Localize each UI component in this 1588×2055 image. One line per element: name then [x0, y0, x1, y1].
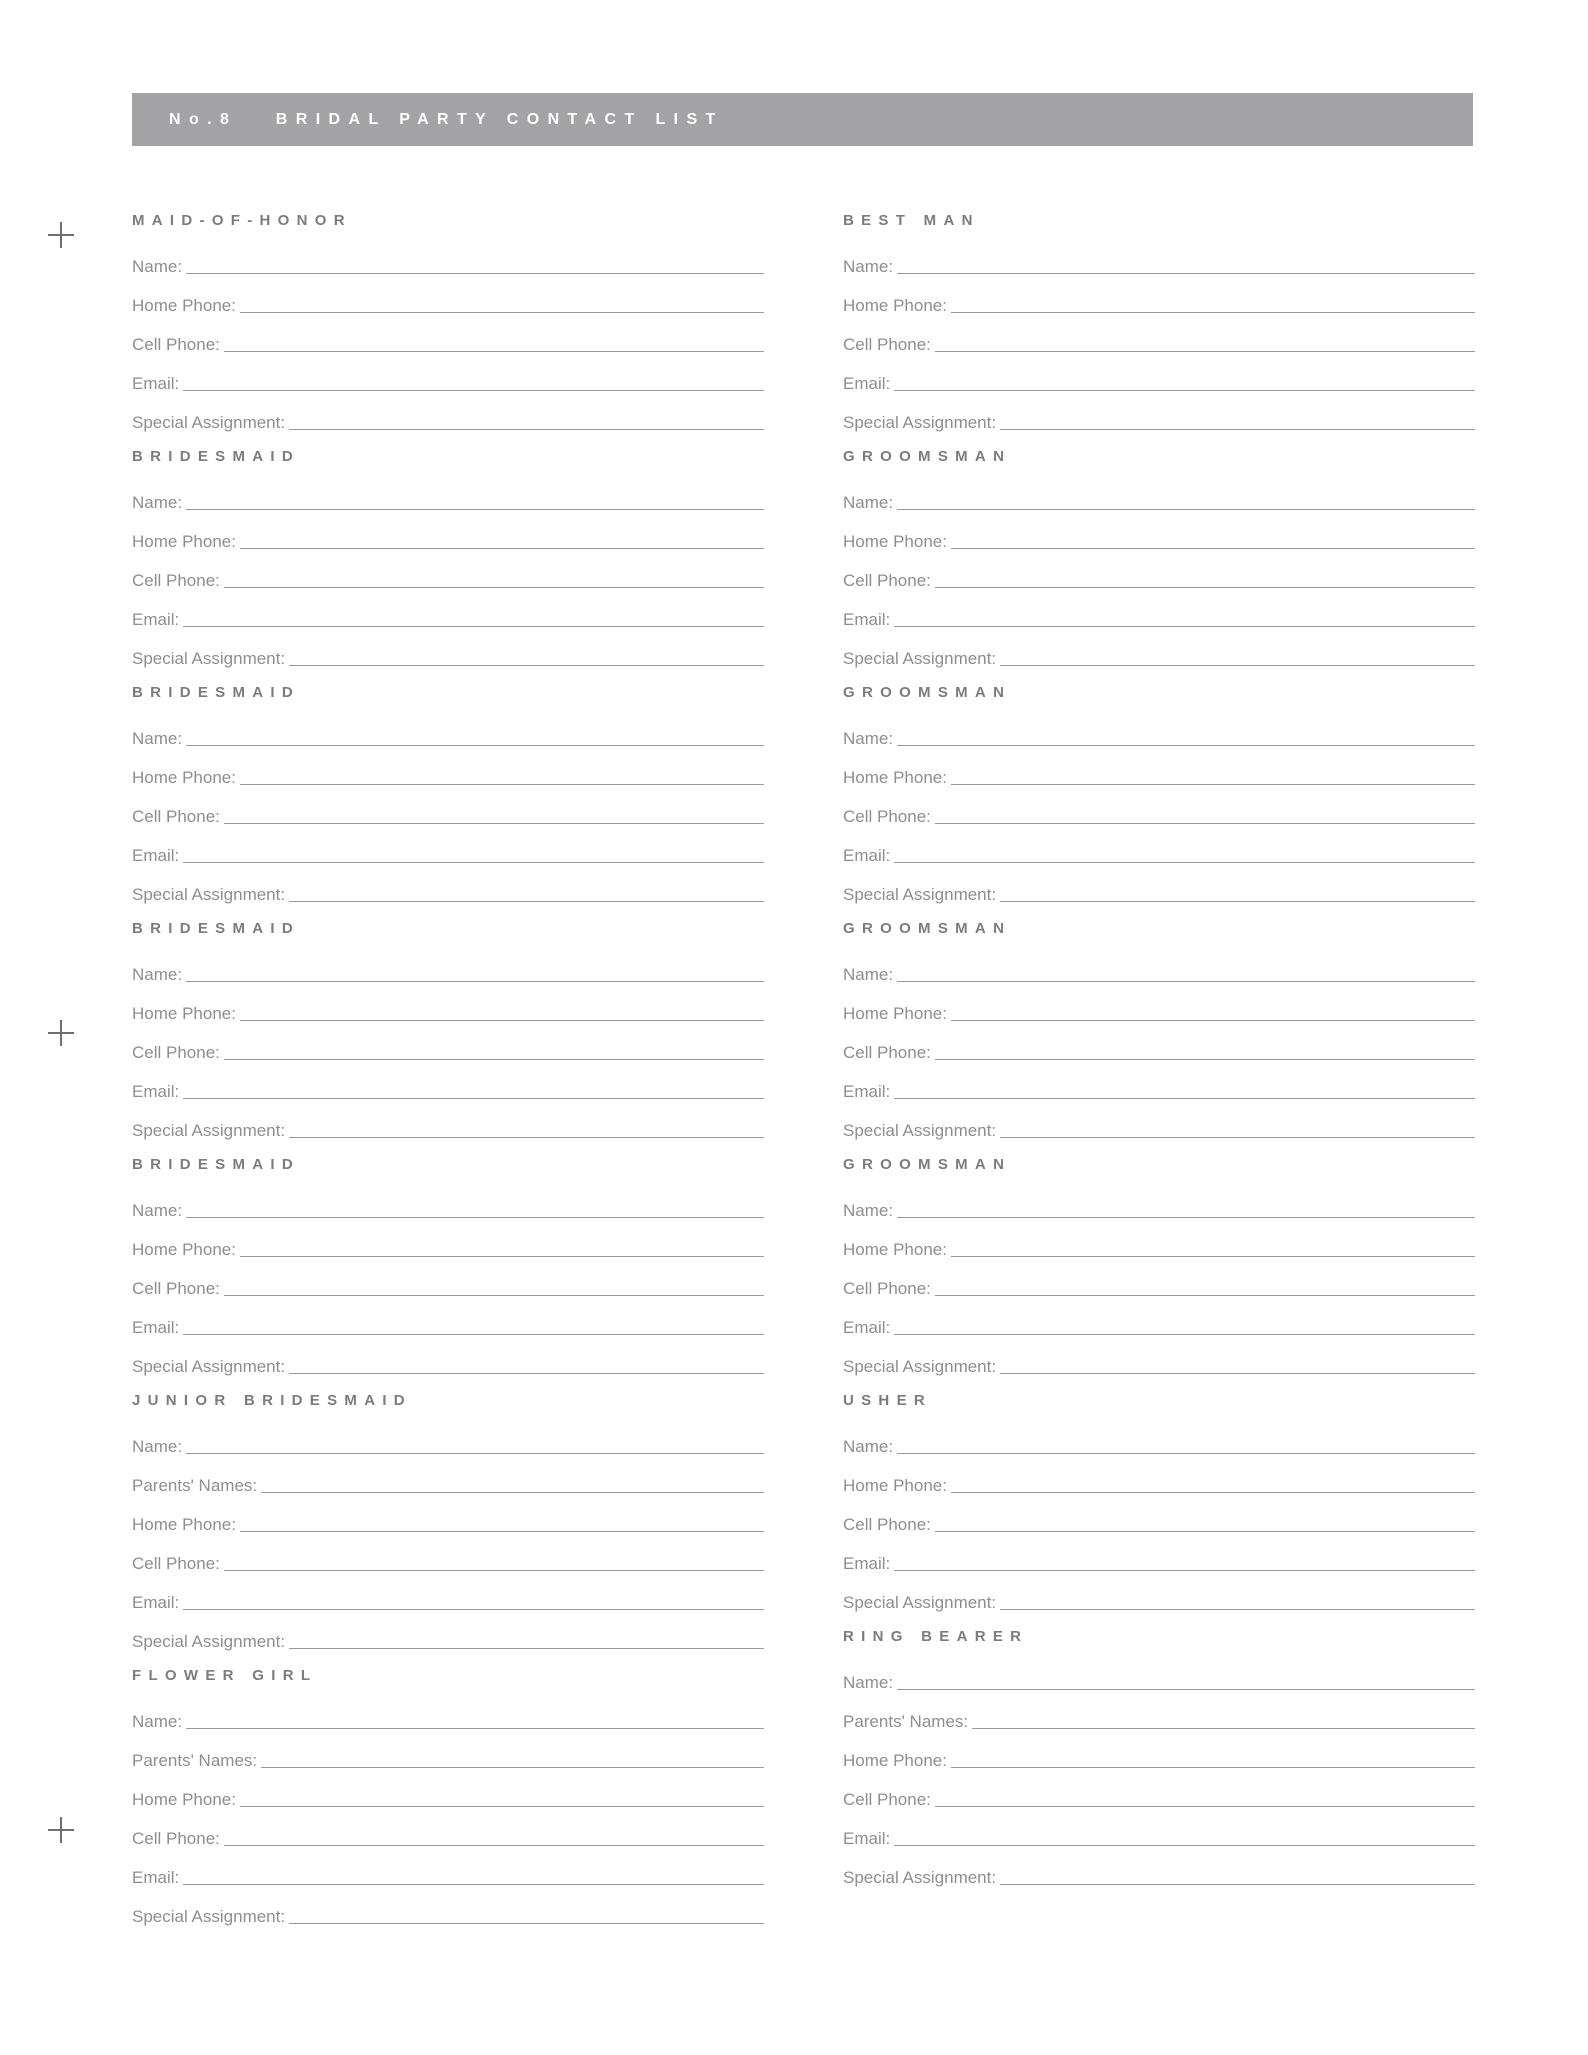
field-label: Cell Phone:	[132, 1829, 220, 1848]
fill-in-line[interactable]	[1000, 1883, 1475, 1885]
field-label: Parents' Names:	[132, 1476, 258, 1495]
bridesmaid-section	[132, 1156, 764, 1377]
fill-in-line[interactable]	[894, 1844, 1475, 1846]
email-field[interactable]	[132, 369, 764, 394]
home-phone-field[interactable]	[843, 763, 1475, 788]
special-assignment-field[interactable]	[132, 644, 764, 669]
field-label: Name:	[843, 1673, 894, 1692]
fill-in-line[interactable]	[951, 1019, 1475, 1021]
field-label: Home Phone:	[132, 1515, 236, 1534]
fill-in-line[interactable]	[183, 1097, 764, 1099]
field-label: Name:	[843, 965, 894, 984]
fill-in-line[interactable]	[240, 783, 764, 785]
field-label: Parents' Names:	[132, 1751, 258, 1770]
email-field[interactable]	[843, 1077, 1475, 1102]
field-label: Email:	[843, 846, 891, 865]
plus-mark-icon	[48, 1020, 74, 1046]
field-label: Name:	[132, 729, 183, 748]
name-field[interactable]	[843, 1668, 1475, 1693]
name-field[interactable]	[132, 1196, 764, 1221]
email-field[interactable]	[843, 369, 1475, 394]
field-label: Name:	[132, 1712, 183, 1731]
field-label: Cell Phone:	[843, 571, 931, 590]
section-title: FLOWER GIRL	[132, 1667, 318, 1684]
fill-in-line[interactable]	[289, 1372, 764, 1374]
fill-in-line[interactable]	[240, 547, 764, 549]
field-label: Parents' Names:	[843, 1712, 969, 1731]
junior-bridesmaid-section	[132, 1392, 764, 1652]
section-title: BRIDESMAID	[132, 920, 301, 937]
email-field[interactable]	[132, 1588, 764, 1613]
field-label: Home Phone:	[843, 532, 947, 551]
fill-in-line[interactable]	[224, 1569, 764, 1571]
field-label: Name:	[132, 493, 183, 512]
field-label: Special Assignment:	[843, 1868, 997, 1887]
special-assignment-field[interactable]	[132, 1116, 764, 1141]
field-label: Name:	[843, 729, 894, 748]
field-label: Home Phone:	[132, 1004, 236, 1023]
home-phone-field[interactable]	[843, 527, 1475, 552]
bridesmaid-section	[132, 448, 764, 669]
name-field[interactable]	[843, 724, 1475, 749]
page-title: No.8 BRIDAL PARTY CONTACT LIST	[169, 110, 724, 128]
fill-in-line[interactable]	[224, 1294, 764, 1296]
flower-girl-section	[132, 1667, 764, 1927]
fill-in-line[interactable]	[897, 1452, 1475, 1454]
name-field[interactable]	[132, 252, 764, 277]
fill-in-line[interactable]	[897, 1216, 1475, 1218]
section-title: GROOMSMAN	[843, 684, 1012, 701]
field-label: Cell Phone:	[843, 1515, 931, 1534]
field-label: Special Assignment:	[843, 413, 997, 432]
fill-in-line[interactable]	[240, 1255, 764, 1257]
fill-in-line[interactable]	[183, 1883, 764, 1885]
field-label: Name:	[843, 1437, 894, 1456]
cell-phone-field[interactable]	[132, 802, 764, 827]
plus-mark-icon	[48, 222, 74, 248]
special-assignment-field[interactable]	[132, 1902, 764, 1927]
field-label: Special Assignment:	[132, 1632, 286, 1651]
special-assignment-field[interactable]	[843, 1863, 1475, 1888]
section-title: MAID-OF-HONOR	[132, 212, 352, 229]
fill-in-line[interactable]	[935, 1294, 1475, 1296]
section-title: BRIDESMAID	[132, 1156, 301, 1173]
fill-in-line[interactable]	[186, 1216, 764, 1218]
fill-in-line[interactable]	[951, 1255, 1475, 1257]
field-label: Special Assignment:	[843, 649, 997, 668]
fill-in-line[interactable]	[289, 1922, 764, 1924]
field-label: Email:	[132, 1868, 180, 1887]
email-field[interactable]	[843, 1313, 1475, 1338]
fill-in-line[interactable]	[240, 1019, 764, 1021]
special-assignment-field[interactable]	[132, 1627, 764, 1652]
section-title: USHER	[843, 1392, 933, 1409]
field-label: Cell Phone:	[132, 571, 220, 590]
special-assignment-field[interactable]	[843, 1116, 1475, 1141]
field-label: Cell Phone:	[132, 1554, 220, 1573]
fill-in-line[interactable]	[240, 1530, 764, 1532]
fill-in-line[interactable]	[897, 272, 1475, 274]
field-label: Cell Phone:	[843, 335, 931, 354]
fill-in-line[interactable]	[289, 900, 764, 902]
fill-in-line[interactable]	[224, 350, 764, 352]
parents-names-field[interactable]	[843, 1707, 1475, 1732]
right-column	[843, 212, 1475, 1903]
field-label: Cell Phone:	[843, 807, 931, 826]
fill-in-line[interactable]	[289, 428, 764, 430]
bridesmaid-section	[132, 920, 764, 1141]
home-phone-field[interactable]	[132, 1785, 764, 1810]
fill-in-line[interactable]	[183, 861, 764, 863]
fill-in-line[interactable]	[897, 744, 1475, 746]
home-phone-field[interactable]	[132, 1510, 764, 1535]
fill-in-line[interactable]	[951, 311, 1475, 313]
cell-phone-field[interactable]	[843, 1274, 1475, 1299]
field-label: Cell Phone:	[132, 1279, 220, 1298]
name-field[interactable]	[132, 724, 764, 749]
fill-in-line[interactable]	[224, 586, 764, 588]
plus-mark-icon	[48, 1817, 74, 1843]
home-phone-field[interactable]	[843, 1235, 1475, 1260]
field-label: Cell Phone:	[843, 1790, 931, 1809]
field-label: Home Phone:	[843, 1240, 947, 1259]
field-label: Email:	[132, 374, 180, 393]
field-label: Email:	[132, 1593, 180, 1612]
name-field[interactable]	[843, 252, 1475, 277]
field-label: Name:	[132, 1437, 183, 1456]
fill-in-line[interactable]	[894, 625, 1475, 627]
field-label: Name:	[132, 1201, 183, 1220]
field-label: Home Phone:	[132, 768, 236, 787]
fill-in-line[interactable]	[186, 1452, 764, 1454]
field-label: Special Assignment:	[132, 1121, 286, 1140]
fill-in-line[interactable]	[894, 1333, 1475, 1335]
bridesmaid-section	[132, 684, 764, 905]
home-phone-field[interactable]	[843, 1746, 1475, 1771]
home-phone-field[interactable]	[843, 291, 1475, 316]
field-label: Special Assignment:	[132, 1907, 286, 1926]
field-label: Cell Phone:	[843, 1043, 931, 1062]
field-label: Home Phone:	[132, 296, 236, 315]
field-label: Name:	[843, 257, 894, 276]
fill-in-line[interactable]	[261, 1766, 764, 1768]
cell-phone-field[interactable]	[843, 1785, 1475, 1810]
fill-in-line[interactable]	[261, 1491, 764, 1493]
field-label: Special Assignment:	[132, 885, 286, 904]
field-label: Name:	[843, 493, 894, 512]
special-assignment-field[interactable]	[132, 408, 764, 433]
ring-bearer-section	[843, 1628, 1475, 1888]
email-field[interactable]	[132, 841, 764, 866]
home-phone-field[interactable]	[132, 527, 764, 552]
fill-in-line[interactable]	[183, 1608, 764, 1610]
fill-in-line[interactable]	[972, 1727, 1475, 1729]
groomsman-section	[843, 920, 1475, 1141]
fill-in-line[interactable]	[935, 350, 1475, 352]
email-field[interactable]	[132, 1863, 764, 1888]
cell-phone-field[interactable]	[843, 566, 1475, 591]
special-assignment-field[interactable]	[132, 1352, 764, 1377]
name-field[interactable]	[843, 960, 1475, 985]
fill-in-line[interactable]	[935, 1058, 1475, 1060]
fill-in-line[interactable]	[186, 272, 764, 274]
name-field[interactable]	[843, 488, 1475, 513]
fill-in-line[interactable]	[951, 1491, 1475, 1493]
parents-names-field[interactable]	[132, 1746, 764, 1771]
fill-in-line[interactable]	[951, 1766, 1475, 1768]
fill-in-line[interactable]	[240, 311, 764, 313]
groomsman-section	[843, 1156, 1475, 1377]
field-label: Home Phone:	[843, 1004, 947, 1023]
cell-phone-field[interactable]	[843, 1510, 1475, 1535]
special-assignment-field[interactable]	[843, 408, 1475, 433]
name-field[interactable]	[132, 488, 764, 513]
fill-in-line[interactable]	[1000, 1136, 1475, 1138]
groomsman-section	[843, 684, 1475, 905]
email-field[interactable]	[843, 1824, 1475, 1849]
fill-in-line[interactable]	[935, 586, 1475, 588]
groomsman-section	[843, 448, 1475, 669]
fill-in-line[interactable]	[897, 508, 1475, 510]
field-label: Cell Phone:	[843, 1279, 931, 1298]
field-label: Special Assignment:	[843, 1593, 997, 1612]
field-label: Cell Phone:	[132, 335, 220, 354]
cell-phone-field[interactable]	[132, 1038, 764, 1063]
field-label: Home Phone:	[843, 296, 947, 315]
section-title: BEST MAN	[843, 212, 980, 229]
fill-in-line[interactable]	[1000, 1372, 1475, 1374]
fill-in-line[interactable]	[224, 822, 764, 824]
fill-in-line[interactable]	[894, 389, 1475, 391]
fill-in-line[interactable]	[186, 1727, 764, 1729]
field-label: Email:	[132, 846, 180, 865]
field-label: Email:	[843, 374, 891, 393]
special-assignment-field[interactable]	[843, 1588, 1475, 1613]
field-label: Name:	[843, 1201, 894, 1220]
section-title: GROOMSMAN	[843, 448, 1012, 465]
special-assignment-field[interactable]	[843, 644, 1475, 669]
section-title: GROOMSMAN	[843, 920, 1012, 937]
fill-in-line[interactable]	[240, 1805, 764, 1807]
section-title: GROOMSMAN	[843, 1156, 1012, 1173]
name-field[interactable]	[843, 1432, 1475, 1457]
cell-phone-field[interactable]	[843, 330, 1475, 355]
best-man-section	[843, 212, 1475, 433]
field-label: Email:	[843, 1082, 891, 1101]
fill-in-line[interactable]	[897, 980, 1475, 982]
fill-in-line[interactable]	[183, 389, 764, 391]
field-label: Special Assignment:	[132, 1357, 286, 1376]
home-phone-field[interactable]	[843, 1471, 1475, 1496]
fill-in-line[interactable]	[894, 1569, 1475, 1571]
field-label: Home Phone:	[132, 1790, 236, 1809]
fill-in-line[interactable]	[224, 1844, 764, 1846]
fill-in-line[interactable]	[1000, 428, 1475, 430]
fill-in-line[interactable]	[935, 1530, 1475, 1532]
field-label: Home Phone:	[843, 768, 947, 787]
field-label: Special Assignment:	[843, 1357, 997, 1376]
field-label: Home Phone:	[132, 1240, 236, 1259]
fill-in-line[interactable]	[224, 1058, 764, 1060]
home-phone-field[interactable]	[132, 1235, 764, 1260]
field-label: Home Phone:	[132, 532, 236, 551]
section-title: BRIDESMAID	[132, 448, 301, 465]
fill-in-line[interactable]	[951, 547, 1475, 549]
section-title: JUNIOR BRIDESMAID	[132, 1392, 412, 1409]
page-header-bar	[132, 93, 1473, 146]
fill-in-line[interactable]	[897, 1688, 1475, 1690]
cell-phone-field[interactable]	[132, 1274, 764, 1299]
fill-in-line[interactable]	[289, 1647, 764, 1649]
special-assignment-field[interactable]	[843, 880, 1475, 905]
fill-in-line[interactable]	[1000, 1608, 1475, 1610]
left-column	[132, 212, 764, 1942]
special-assignment-field[interactable]	[843, 1352, 1475, 1377]
email-field[interactable]	[843, 1549, 1475, 1574]
field-label: Email:	[132, 1318, 180, 1337]
section-title: BRIDESMAID	[132, 684, 301, 701]
fill-in-line[interactable]	[186, 508, 764, 510]
fill-in-line[interactable]	[186, 980, 764, 982]
email-field[interactable]	[132, 1077, 764, 1102]
field-label: Email:	[843, 1318, 891, 1337]
cell-phone-field[interactable]	[132, 1549, 764, 1574]
field-label: Name:	[132, 257, 183, 276]
email-field[interactable]	[843, 605, 1475, 630]
fill-in-line[interactable]	[289, 1136, 764, 1138]
fill-in-line[interactable]	[1000, 900, 1475, 902]
email-field[interactable]	[132, 1313, 764, 1338]
field-label: Email:	[843, 1554, 891, 1573]
fill-in-line[interactable]	[935, 822, 1475, 824]
field-label: Email:	[132, 1082, 180, 1101]
name-field[interactable]	[843, 1196, 1475, 1221]
field-label: Email:	[843, 610, 891, 629]
cell-phone-field[interactable]	[132, 566, 764, 591]
email-field[interactable]	[843, 841, 1475, 866]
home-phone-field[interactable]	[132, 291, 764, 316]
fill-in-line[interactable]	[186, 744, 764, 746]
field-label: Home Phone:	[843, 1751, 947, 1770]
field-label: Home Phone:	[843, 1476, 947, 1495]
fill-in-line[interactable]	[894, 861, 1475, 863]
field-label: Special Assignment:	[132, 413, 286, 432]
field-label: Email:	[132, 610, 180, 629]
name-field[interactable]	[132, 960, 764, 985]
fill-in-line[interactable]	[183, 625, 764, 627]
parents-names-field[interactable]	[132, 1471, 764, 1496]
fill-in-line[interactable]	[935, 1805, 1475, 1807]
field-label: Cell Phone:	[132, 807, 220, 826]
email-field[interactable]	[132, 605, 764, 630]
fill-in-line[interactable]	[1000, 664, 1475, 666]
usher-section	[843, 1392, 1475, 1613]
field-label: Email:	[843, 1829, 891, 1848]
home-phone-field[interactable]	[132, 999, 764, 1024]
field-label: Special Assignment:	[843, 1121, 997, 1140]
field-label: Special Assignment:	[132, 649, 286, 668]
cell-phone-field[interactable]	[132, 330, 764, 355]
home-phone-field[interactable]	[132, 763, 764, 788]
field-label: Special Assignment:	[843, 885, 997, 904]
name-field[interactable]	[132, 1432, 764, 1457]
cell-phone-field[interactable]	[132, 1824, 764, 1849]
maid-of-honor-section	[132, 212, 764, 433]
cell-phone-field[interactable]	[843, 1038, 1475, 1063]
fill-in-line[interactable]	[289, 664, 764, 666]
cell-phone-field[interactable]	[843, 802, 1475, 827]
home-phone-field[interactable]	[843, 999, 1475, 1024]
fill-in-line[interactable]	[951, 783, 1475, 785]
field-label: Name:	[132, 965, 183, 984]
special-assignment-field[interactable]	[132, 880, 764, 905]
field-label: Cell Phone:	[132, 1043, 220, 1062]
name-field[interactable]	[132, 1707, 764, 1732]
section-title: RING BEARER	[843, 1628, 1029, 1645]
fill-in-line[interactable]	[183, 1333, 764, 1335]
fill-in-line[interactable]	[894, 1097, 1475, 1099]
